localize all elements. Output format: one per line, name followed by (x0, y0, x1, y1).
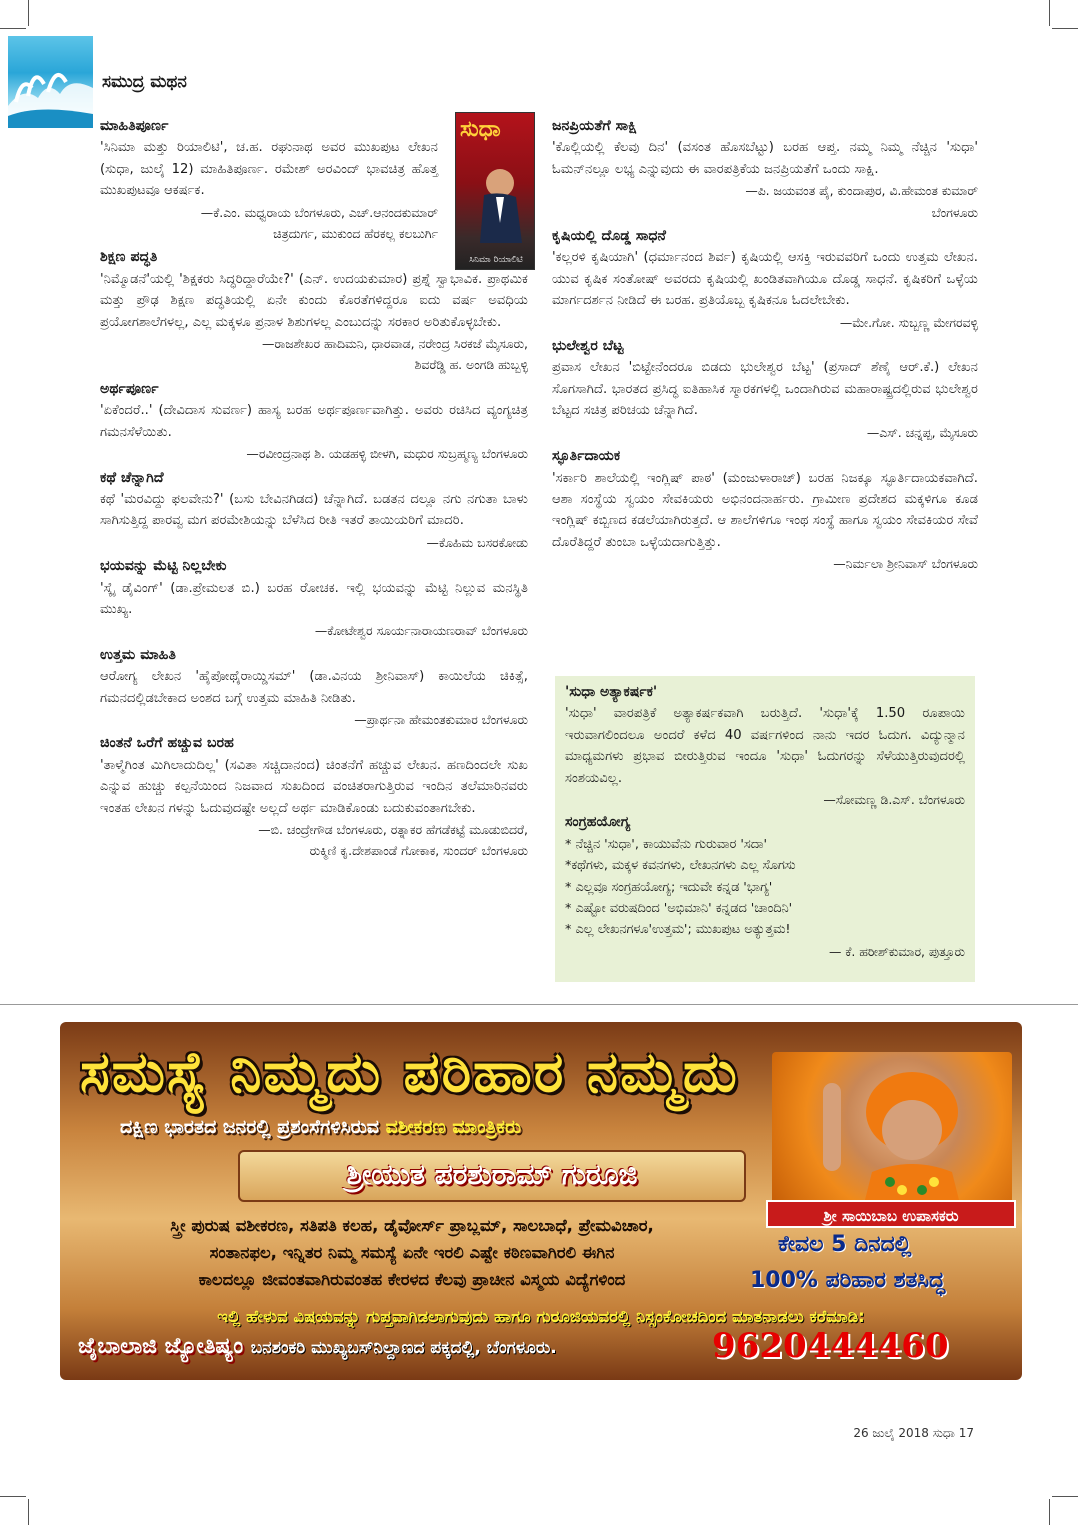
box-body: 'ಸುಧಾ' ವಾರಪತ್ರಿಕೆ ಅತ್ಯಾಕರ್ಷಕವಾಗಿ ಬರುತ್ತಿದೆ. 'ಸುಧಾ'ಕ್ಕೆ 1.50 ರೂಪಾಯಿ ಇರುವಾಗಲಿಂದಲೂ ಅಂದರೆ ಕಳೆದ 40 ವರ್ಷಗಳಿಂದ ನಾನು ಇದರ ಓದುಗ. ವಿದ್ಯುನ್ಮಾನ ಮಾಧ್ಯಮಗಳು ಪ್ರಭಾವ ಬೀರುತ್ತಿರುವ ಇಂದೂ 'ಸುಧಾ' ಓದುಗರನ್ನು ಸೆಳೆಯುತ್ತಿರುವುದರಲ್ಲಿ ಸಂಶಯವಿಲ್ಲ. (565, 706, 965, 786)
letter-signature: —ಎಸ್. ಚನ್ನಪ್ಪ, ಮೈಸೂರು (866, 424, 978, 440)
ad-address: ಬನಶಂಕರಿ ಮುಖ್ಯಬಸ್‌ನಿಲ್ದಾಣದ ಪಕ್ಕದಲ್ಲಿ, ಬೆಂಗಳೂರು. (250, 1338, 557, 1358)
letter-body: ಪ್ರವಾಸ ಲೇಖನ 'ಬಿಟ್ಟೇನೆಂದರೂ ಬಿಡದು ಭುಲೇಶ್ವರ ಬೆಟ್ಟ' (ಪ್ರಸಾದ್ ಶೆಣೈ ಆರ್.ಕೆ.) ಲೇಖನ ಸೊಗಸಾಗಿದೆ. ಭಾರತದ ಪ್ರಸಿದ್ಧ ಐತಿಹಾಸಿಕ ಸ್ಮಾರಕಗಳಲ್ಲಿ ಒಂದಾಗಿರುವ ಮಹಾರಾಷ್ಟ್ರದಲ್ಲಿರುವ ಭುಲೇಶ್ವರ ಬೆಟ್ಟದ ಸಚಿತ್ರ ಪರಿಚಯ ಚೆನ್ನಾಗಿದೆ. (552, 360, 978, 419)
crop-mark (1049, 1499, 1050, 1525)
letter (100, 645, 528, 731)
letter-body: 'ಕಲ್ಲರಳಿ ಕೃಷಿಯಾಗಿ' (ಧರ್ಮಾನಂದ ಶಿರ್ವ) ಕೃಷಿಯಲ್ಲಿ ಆಸಕ್ತಿ ಇರುವವರಿಗೆ ಒಂದು ಉತ್ತಮ ಲೇಖನ. ಯುವ ಕೃಷಿಕ ಸಂತೋಷ್ ಅವರದು ಕೃಷಿಯಲ್ಲಿ ಖಂಡಿತವಾಗಿಯೂ ದೊಡ್ಡ ಸಾಧನೆ. ಕೃಷಿಕರಿಗೆ ಒಳ್ಳೆಯ ಮಾರ್ಗದರ್ಶನ ನೀಡಿದೆ ಈ ಬರಹ. ಪ್ರತಿಯೊಬ್ಬ ಕೃಷಿಕನೂ ಓದಲೇಬೇಕು. (552, 250, 978, 309)
letter-signature: ರುಕ್ಮಿಣಿ ಕೃ.ದೇಶಪಾಂಡೆ ಗೋಕಾಕ, ಸುಂದರ್ ಬೆಂಗಳೂರು (309, 843, 528, 859)
letter-body: ಕಥೆ 'ಮರವಿದ್ದು ಫಲವೇನು?' (ಬಸು ಬೇವಿನಗಿಡದ) ಚೆನ್ನಾಗಿದೆ. ಬಡತನ ದಲ್ಲೂ ನಗು ನಗುತಾ ಬಾಳು ಸಾಗಿಸುತ್ತಿದ್ದ ಪಾರವ್ವ ಮಗ ಪರಮೇಶಿಯನ್ನು ಬೆಳೆಸಿದ ರೀತಿ ಇತರೆ ತಾಯಿಯರಿಗೆ ಮಾದರಿ. (100, 491, 528, 529)
letter (100, 379, 528, 465)
highlight-box (555, 676, 975, 982)
ad-body-line: ಸಂತಾನಫಲ, ಇನ್ನಿತರ ನಿಮ್ಮ ಸಮಸ್ಯೆ ಏನೇ ಇರಲಿ ಎಷ್ಟೇ ಕಠಿಣವಾಗಿರಲಿ ಈಗಿನ (209, 1243, 615, 1262)
magazine-cover-image (455, 112, 535, 270)
ad-headline: ಸಮಸ್ಯೆ ನಿಮ್ಮದು ಪರಿಹಾರ ನಮ್ಮದು (80, 1040, 739, 1105)
list-item: * ಎಲ್ಲವೂ ಸಂಗ್ರಹಯೋಗ್ಯ; ಇದುವೇ ಕನ್ನಡ 'ಭಾಗ್ಯ' (565, 879, 773, 895)
ad-name-banner (238, 1150, 746, 1202)
box-signature: — ಕೆ. ಹರೀಶ್‌ಕುಮಾರ, ಪುತ್ತೂರು (829, 943, 965, 959)
letter-signature: —ಬಿ. ಚಂದ್ರೇಗೌಡ ಬೆಂಗಳೂರು, ರತ್ನಾಕರ ಹೆಗಡೆಕಟ್ಟೆ ಮೂಡುಬಿದರೆ, (258, 822, 528, 837)
crop-mark (1052, 28, 1078, 29)
letter-body: 'ಸರ್ಕಾರಿ ಶಾಲೆಯಲ್ಲಿ ಇಂಗ್ಲಿಷ್ ಪಾಠ' (ಮಂಜುಳಾರಾಜ್) ಬರಹ ನಿಜಕ್ಕೂ ಸ್ಫೂರ್ತಿದಾಯಕವಾಗಿದೆ. ಆಶಾ ಸಂಸ್ಥೆಯ ಸ್ವಯಂ ಸೇವಕಿಯರು ಅಭಿನಂದನಾರ್ಹರು. ಗ್ರಾಮೀಣ ಪ್ರದೇಶದ ಮಕ್ಕಳಿಗೂ ಕೂಡ ಇಂಗ್ಲಿಷ್ ಕಬ್ಬಿಣದ ಕಡಲೆಯಾಗಿರುತ್ತದೆ. ಆ ಶಾಲೆಗಳಿಗೂ ಇಂಥ ಸಂಸ್ಥೆ ಹಾಗೂ ಸ್ವಯಂ ಸೇವಕಿಯರ ಸೇವೆ ದೊರೆತಿದ್ದರೆ ತುಂಬಾ ಒಳ್ಳೆಯದಾಗುತ್ತಿತ್ತು. (552, 470, 978, 550)
ad-name: ಶ್ರೀಯುತ ಪರಶುರಾಮ್ ಗುರೂಜಿ (346, 1158, 638, 1191)
letters-right-column (552, 116, 978, 578)
letter-body: 'ನಿಮ್ಮೊಡನೆ'ಯಲ್ಲಿ 'ಶಿಕ್ಷಕರು ಸಿದ್ಧರಿದ್ದಾರೆಯೇ?' (ಎನ್. ಉದಯಕುಮಾರ) ಪ್ರಶ್ನೆ ಸ್ವಾಭಾವಿಕ. ಪ್ರಾಥಮಿಕ ಮತ್ತು ಪ್ರೌಢ ಶಿಕ್ಷಣ ಪದ್ಧತಿಯಲ್ಲಿ ಏನೇ ಕುಂದು ಕೊರತೆಗಳಿದ್ದರೂ ಐದು ವರ್ಷ ಅವಧಿಯ ಪ್ರಯೋಗಶಾಲೆಗಳಲ್ಲ, ಎಲ್ಲ ಮಕ್ಕಳೂ ಪ್ರನಾಳ ಶಿಶುಗಳಲ್ಲ ಎಂಬುದನ್ನು ಸರಕಾರ ಅರಿತುಕೊಳ್ಳಬೇಕು. (100, 271, 528, 330)
letter-title: ಸ್ಫೂರ್ತಿದಾಯಕ (552, 448, 621, 465)
letter-signature: —ನಿರ್ಮಲಾ ಶ್ರೀನಿವಾಸ್ ಬೆಂಗಳೂರು (833, 556, 978, 572)
box-title-2: ಸಂಗ್ರಹಯೋಗ್ಯ (565, 814, 631, 831)
letter (100, 556, 528, 642)
letter (100, 733, 528, 861)
list-item: * ನೆಚ್ಚಿನ 'ಸುಧಾ', ಕಾಯುವೆನು ಗುರುವಾರ 'ಸದಾ' (565, 836, 768, 852)
ad-body (72, 1212, 752, 1293)
list-item: * ಎಷ್ಟೋ ವರುಷದಿಂದ 'ಅಭಿಮಾನಿ' ಕನ್ನಡದ 'ಚಾಂದಿನಿ' (565, 901, 793, 917)
page-footer: 26 ಜುಲೈ 2018 ಸುಧಾ 17 (853, 1426, 974, 1440)
letter-body: 'ಕೊಲ್ಲಿಯಲ್ಲಿ ಕೆಲವು ದಿನ' (ವಸಂತ ಹೊಸಬೆಟ್ಟು) ಬರಹ ಆಪ್ತ. ನಮ್ಮ ನಿಮ್ಮ ನೆಚ್ಚಿನ 'ಸುಧಾ' ಓಮನ್‌ನಲ್ಲೂ ಲಭ್ಯ ಎನ್ನುವುದು ಈ ವಾರಪತ್ರಿಕೆಯ ಜನಪ್ರಿಯತೆಗೆ ಒಂದು ಸಾಕ್ಷಿ. (552, 140, 978, 177)
letter (552, 226, 978, 333)
letter (552, 116, 978, 223)
saint-portrait-image (772, 1052, 1012, 1212)
letter-signature: ಚಿತ್ರದುರ್ಗ, ಮುಕುಂದ ಹೆರಕಲ್ಲ ಕಲಬುರ್ಗಿ (273, 226, 438, 242)
ad-guarantee: 100% ಪರಿಹಾರ ಶತಸಿದ್ಧ (750, 1268, 946, 1293)
letter-title: ಕಥೆ ಚೆನ್ನಾಗಿದೆ (100, 469, 164, 486)
crop-mark (0, 28, 26, 29)
letter-body: 'ಸ್ಕೈ ಡೈವಿಂಗ್' (ಡಾ.ಪ್ರೇಮಲತ ಬಿ.) ಬರಹ ರೋಚಕ. ಇಲ್ಲಿ ಭಯವನ್ನು ಮೆಟ್ಟಿ ನಿಲ್ಲುವ ಮನಸ್ಥಿತಿ ಮುಖ್ಯ. (100, 580, 528, 617)
ad-days: ಕೇವಲ 5 ದಿನದಲ್ಲಿ (778, 1232, 912, 1257)
letter-title: ಉತ್ತಮ ಮಾಹಿತಿ (100, 646, 177, 663)
ad-body-line: ಸ್ತ್ರೀ ಪುರುಷ ವಶೀಕರಣ, ಸತಿಪತಿ ಕಲಹ, ಡೈವೋರ್ಸ್ ಪ್ರಾಬ್ಲಮ್, ಸಾಲಬಾಧೆ, ಪ್ರೇಮವಿಚಾರ, (170, 1216, 654, 1235)
ad-footer (78, 1334, 557, 1359)
letter-body: ಆರೋಗ್ಯ ಲೇಖನ 'ಹೈಪೋಥೈರಾಯ್ಡಿಸಮ್' (ಡಾ.ವಿನಯ ಶ್ರೀನಿವಾಸ್) ಕಾಯಿಲೆಯ ಚಿಕಿತ್ಸೆ, ಗಮನದಲ್ಲಿಡಬೇಕಾದ ಅಂಶದ ಬಗ್ಗೆ ಉತ್ತಮ ಮಾಹಿತಿ ನೀಡಿತು. (100, 669, 528, 706)
letter-title: ಭುಲೇಶ್ವರ ಬೆಟ್ಟ (552, 338, 624, 355)
letter (552, 446, 978, 574)
list-item: *ಕಥೆಗಳು, ಮಕ್ಕಳ ಕವನಗಳು, ಲೇಖನಗಳು ಎಲ್ಲ ಸೊಗಸು (565, 858, 796, 874)
advertisement (60, 1022, 1022, 1380)
ad-brand: ಜೈಬಾಲಾಜಿ ಜ್ಯೋತಿಷ್ಯಂ (78, 1334, 244, 1359)
letter-signature: —ಮೇ.ಗೋ. ಸುಬ್ಬಣ್ಣ ಮೇಗರವಳ್ಳಿ (839, 314, 978, 330)
crop-mark (1049, 0, 1050, 26)
box-title: 'ಸುಧಾ ಅತ್ಯಾಕರ್ಷಕ' (565, 684, 658, 700)
crop-mark (28, 1499, 29, 1525)
cover-title: ಸುಧಾ (460, 117, 501, 142)
ad-photo-caption: ಶ್ರೀ ಸಾಯಿಬಾಬ ಉಪಾಸಕರು (766, 1200, 1016, 1228)
letter-title: ಭಯವನ್ನು ಮೆಟ್ಟಿ ನಿಲ್ಲಬೇಕು (100, 558, 227, 575)
letter-title: ಜನಪ್ರಿಯತೆಗೆ ಸಾಕ್ಷಿ (552, 118, 637, 134)
letter-signature: ಬೆಂಗಳೂರು (931, 204, 978, 220)
crop-mark (28, 0, 29, 26)
letter-signature: —ರವೀಂದ್ರನಾಥ ಶಿ. ಯಡಹಳ್ಳಿ ಬೀಳಗಿ, ಮಧುರ ಸುಬ್ರಹ್ಮಣ್ಯ ಬೆಂಗಳೂರು (246, 446, 528, 462)
letter-signature: —ರಾಜಶೇಖರ ಹಾದಿಮನಿ, ಧಾರವಾಡ, ನರೇಂದ್ರ ಸಿರಕಜೆ ಮೈಸೂರು, (261, 336, 528, 352)
letter-body: 'ಸಿನಿಮಾ ಮತ್ತು ರಿಯಾಲಿಟಿ', ಚ.ಹ. ರಘುನಾಥ ಅವರ ಮುಖಪುಟ ಲೇಖನ (ಸುಧಾ, ಜುಲೈ 12) ಮಾಹಿತಿಪೂರ್ಣ. ರಮೇಶ್ ಅರವಿಂದ್ ಭಾವಚಿತ್ರ ಹೊತ್ತ ಮುಖಪುಟವೂ ಆಕರ್ಷಕ. (100, 140, 438, 199)
letter-title: ಕೃಷಿಯಲ್ಲಿ ದೊಡ್ಡ ಸಾಧನೆ (552, 228, 666, 245)
letter-signature: —ಪ್ರಾರ್ಥನಾ ಹೇಮಂತಕುಮಾರ ಬೆಂಗಳೂರು (354, 711, 528, 727)
letter-title: ಚಿಂತನೆ ಒರೆಗೆ ಹಚ್ಚುವ ಬರಹ (100, 735, 234, 752)
ad-phone-number[interactable]: 9620444460 (712, 1326, 949, 1366)
cover-caption: ಸಿನಿಮಾ ರಿಯಾಲಿಟಿ (469, 255, 523, 265)
letter-title: ಅರ್ಥಪೂರ್ಣ (100, 380, 159, 397)
ad-subheadline (120, 1116, 521, 1138)
letter-signature: —ಪಿ. ಜಯವಂತ ಪೈ, ಕುಂದಾಪುರ, ವಿ.ಹೇಮಂತ ಕುಮಾರ್ (745, 183, 978, 199)
ad-body-line: ಕಾಲದಲ್ಲೂ ಜೀವಂತವಾಗಿರುವಂತಹ ಕೇರಳದ ಕೆಲವು ಪ್ರಾಚೀನ ವಿಸ್ಮಯ ವಿದ್ಯೆಗಳಿಂದ (198, 1270, 626, 1289)
wave-logo-icon (8, 36, 93, 128)
divider (0, 1004, 1078, 1005)
letter-signature: ಶಿವರೆಡ್ಡಿ ಹ. ಅಂಗಡಿ ಹುಬ್ಬಳ್ಳಿ (414, 357, 528, 373)
ad-secret-line: ಇಲ್ಲಿ ಹೇಳುವ ವಿಷಯವನ್ನು ಗುಪ್ತವಾಗಿಡಲಾಗುವುದು ಹಾಗೂ ಗುರೂಜಿಯವರಲ್ಲಿ ನಿಸ್ಸಂಕೋಚದಿಂದ ಮಾತನಾಡಲು ಕರೆಮಾಡಿ: (217, 1307, 865, 1326)
letter (552, 336, 978, 443)
section-title: ಸಮುದ್ರ ಮಥನ (102, 72, 187, 92)
crop-mark (1052, 1496, 1078, 1497)
box-list (565, 834, 965, 941)
letter (100, 468, 528, 554)
letter-signature: —ಕೆ.ಎಂ. ಮಧ್ವರಾಯ ಬೆಂಗಳೂರು, ಎಚ್.ಆನಂದಕುಮಾರ್ (200, 204, 438, 220)
list-item: * ಎಲ್ಲ ಲೇಖನಗಳೂ'ಉತ್ತಮ'; ಮುಖಪುಟ ಅತ್ಯುತ್ತಮ! (565, 922, 791, 938)
ad-sub-text: ದಕ್ಷಿಣ ಭಾರತದ ಜನರಲ್ಲಿ ಪ್ರಶಂಸೆಗಳಿಸಿರುವ (120, 1116, 379, 1138)
crop-mark (0, 1496, 26, 1497)
letter-body: 'ಏಕೆಂದರೆ..' (ದೇವಿದಾಸ ಸುವರ್ಣ) ಹಾಸ್ಯ ಬರಹ ಅರ್ಥಪೂರ್ಣವಾಗಿತ್ತು. ಅವರು ರಚಿಸಿದ ವ್ಯಂಗ್ಯಚಿತ್ರ ಗಮನಸೆಳೆಯಿತು. (100, 403, 528, 440)
letter-body: 'ತಾಳ್ಮೆಗಿಂತ ಮಿಗಿಲಾದುದಿಲ್ಲ' (ಸವಿತಾ ಸಚ್ಚಿದಾನಂದ) ಚಿಂತನೆಗೆ ಹಚ್ಚುವ ಲೇಖನ. ಹಣದಿಂದಲೇ ಸುಖ ಎನ್ನುವ ಹುಚ್ಚು ಕಲ್ಪನೆಯಿಂದ ನಿಜವಾದ ಸುಖದಿಂದ ವಂಚಿತರಾಗುತ್ತಿರುವ ಇಂದಿನ ತಲೆಮಾರಿನವರು ಇಂತಹ ಲೇಖನ ಗಳನ್ನು ಓದುವುದಷ್ಟೇ ಅಲ್ಲದೆ ಅರ್ಥ ಮಾಡಿಕೊಂಡು ಬದುಕುವಂತಾಗಬೇಕು. (100, 757, 528, 816)
ad-sub-highlight: ವಶೀಕರಣ ಮಾಂತ್ರಿಕರು (385, 1116, 522, 1138)
letter-signature: —ಕೋಟೇಶ್ವರ ಸೂರ್ಯನಾರಾಯಣರಾವ್ ಬೆಂಗಳೂರು (314, 623, 528, 639)
letter-title: ಮಾಹಿತಿಪೂರ್ಣ (100, 118, 169, 134)
box-signature: —ಸೋಮಣ್ಣ ಡಿ.ಎಸ್. ಬೆಂಗಳೂರು (823, 792, 965, 808)
letter-title: ಶಿಕ್ಷಣ ಪದ್ಧತಿ (100, 249, 158, 266)
letter-signature: —ಕೊಹಿಮ ಬಸರಕೋಡು (426, 534, 528, 550)
